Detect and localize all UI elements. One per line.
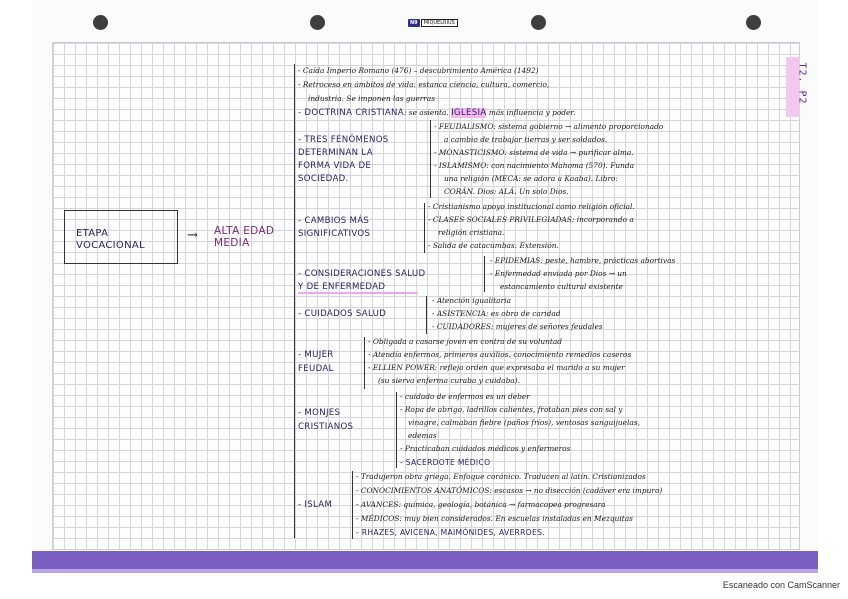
islam-line: - CONOCIMIENTOS ANATÓMICOS: escasos → no disección (cadáver era impuro) <box>356 486 663 495</box>
brand-logo-mark: N9 <box>410 19 418 26</box>
tres-title-line: FORMA VIDA DE <box>298 161 372 171</box>
consideraciones-underline <box>298 292 418 294</box>
cambios-line: - CLASES SOCIALES PRIVILEGIADAS: incorporando a <box>428 215 634 224</box>
tres-title-line: SOCIEDAD. <box>298 174 349 184</box>
tres-line: - MONASTICISMO: sistema de vida → purificar alma. <box>434 148 634 157</box>
consideraciones-brace <box>484 256 485 292</box>
binder-hole <box>93 15 108 30</box>
intro-line-2: - Retroceso en ámbitos de vida: estanca ciencia, cultura, comercio, <box>298 80 550 89</box>
cambios-line: religión cristiana. <box>438 228 505 237</box>
main-brace-line <box>294 64 295 538</box>
tres-title-line: DETERMINAN LA <box>298 148 373 158</box>
monjes-line: - SACERDOTE MÉDICO <box>400 458 491 467</box>
tres-line: - FEUDALISMO: sistema gobierno → alimento proporcionado <box>434 122 664 131</box>
root-alta-edad-media: ALTA EDAD MEDIA <box>214 225 275 249</box>
binder-hole <box>746 15 761 30</box>
islam-line: - AVANCES: química, geología, botánica → farmacopea progresara <box>356 500 606 509</box>
cambios-title <box>298 215 370 241</box>
cambios-brace <box>424 203 425 253</box>
monjes-title <box>298 406 353 434</box>
iglesia-label: IGLESIA <box>451 108 487 118</box>
consideraciones-title <box>298 268 425 294</box>
scanner-watermark: Escaneado con CamScanner <box>722 580 840 590</box>
binder-hole <box>531 15 546 30</box>
cambios-title-line: - CAMBIOS MÁS <box>298 216 370 226</box>
mujer-title-line: - MUJER <box>298 350 334 360</box>
consideraciones-title-line: Y DE ENFERMEDAD <box>298 282 386 292</box>
monjes-line: edemas <box>408 431 437 440</box>
islam-title: - ISLAM <box>298 500 333 510</box>
tres-line: - ISLAMISMO: con nacimiento Mahoma (570). Funda <box>434 161 635 170</box>
page-tab-label: T2. P2 <box>796 62 808 105</box>
tres-brace <box>430 120 431 198</box>
monjes-brace <box>396 392 397 468</box>
mujer-title <box>298 348 334 376</box>
islam-line: - Tradujeron obra griega. Enfoque coránico. Traducen al latín. Cristianizados <box>356 472 646 481</box>
cuidados-line: - CUIDADORES: mujeres de señores feudales <box>432 322 603 331</box>
cuidados-brace <box>426 296 427 334</box>
intro-line-3: industria. Se imponen las guerras <box>308 94 436 103</box>
monjes-line: - Practicaban cuidados médicos y enfermeros <box>400 444 571 453</box>
monjes-line: - cuidado de enfermos es un deber <box>400 392 530 401</box>
intro-line-1: - Caída Imperio Romano (476) – descubrimiento América (1492) <box>298 66 539 75</box>
mujer-line: - Atendía enfermos, primeros auxilios, conocimiento remedios caseros <box>368 350 632 359</box>
consideraciones-line: estancamiento cultural existente <box>500 282 623 291</box>
mujer-line: - ELLIEN POWER: refleja orden que expresaba el marido a su mujer <box>368 363 625 372</box>
monjes-line: - Ropa de abrigo, ladrillos calientes, frotaban pies con sal y <box>400 405 623 414</box>
intro-doctrina <box>298 108 575 118</box>
tres-title-line: - TRES FENÓMENOS <box>298 135 389 145</box>
brand-logo-word: MIQUELRIUS <box>421 19 458 27</box>
mujer-title-line: FEUDAL <box>298 364 334 374</box>
monjes-title-line: - MONJES <box>298 408 341 418</box>
cuidados-line: - Atención igualitaria <box>432 296 511 305</box>
doctrina-text: : se asienta. <box>403 108 452 117</box>
tres-line: CORÁN. Dios: ALÁ. Un solo Dios. <box>444 187 569 196</box>
mujer-line: - Obligada a casarse joven en contra de su voluntad <box>368 337 562 346</box>
monjes-title-line: CRISTIANOS <box>298 422 354 432</box>
tres-line: una religión (MECA: se adora a Kaaba). Libro: <box>444 174 618 183</box>
consideraciones-line: - EPIDEMIAS: peste, hambre, prácticas abortivas <box>490 256 676 265</box>
cuidados-title: - CUIDADOS SALUD <box>298 309 387 319</box>
doctrina-label: - DOCTRINA CRISTIANA <box>298 108 404 118</box>
cambios-title-line: SIGNIFICATIVOS <box>298 229 371 239</box>
page-bottom-band <box>32 551 818 571</box>
binder-hole <box>310 15 325 30</box>
mujer-line: (su sierva enferma curaba y cuidaba). <box>378 376 520 385</box>
islam-brace <box>352 471 353 539</box>
iglesia-text: más influencia y poder. <box>486 108 576 117</box>
root-arrow: → <box>187 228 198 243</box>
mujer-brace <box>364 337 365 389</box>
cambios-line: - Cristianismo apoyo institucional como religión oficial. <box>428 202 635 211</box>
root-etapa: ETAPA VOCACIONAL <box>76 228 145 251</box>
brand-logo <box>408 17 458 28</box>
monjes-line: vinagre, calmaban fiebre (paños fríos), ventosas sanguijuelas, <box>408 418 640 427</box>
cambios-line: - Salida de catacumbas. Extensión. <box>428 241 559 250</box>
consideraciones-line: - Enfermedad enviada por Dios → un <box>490 269 627 278</box>
cuidados-line: - ASISTENCIA: es obra de caridad <box>432 309 561 318</box>
page-bottom-band-light <box>32 569 818 573</box>
islam-line: - RHAZES, AVICENA, MAIMÓNIDES, AVERROES. <box>356 528 545 537</box>
consideraciones-title-line: - CONSIDERACIONES SALUD <box>298 269 426 279</box>
tres-fenomenos-title <box>298 134 416 186</box>
islam-line: - MÉDICOS: muy bien considerados. En escuelas instaladas en Mezquitas <box>356 514 633 523</box>
tres-line: a cambio de trabajar tierras y ser soldados. <box>444 135 608 144</box>
